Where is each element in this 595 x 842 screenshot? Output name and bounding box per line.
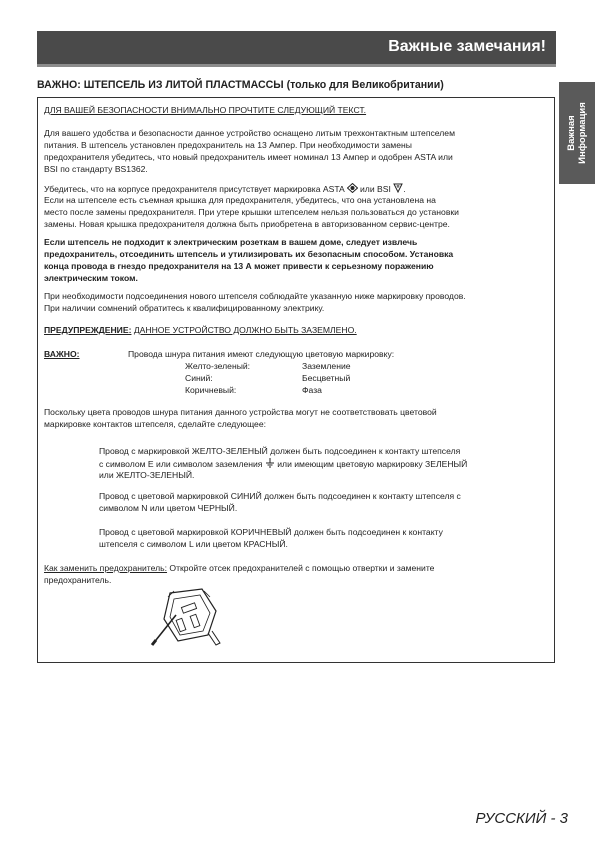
wire-meaning: Бесцветный [302, 373, 351, 383]
para1-line: BSI по стандарту BS1362. [44, 164, 148, 174]
bold-warning-line: конца провода в гнездо предохранителя на 13 А может привести к серьезному поражению [44, 261, 434, 271]
plug-fuse-illustration [150, 585, 225, 650]
grounding-warning [44, 325, 357, 337]
replace-label: Как заменить предохранитель: [44, 563, 168, 573]
para2-text-c: . [403, 184, 406, 194]
para2-text-a: Убедитесь, что на корпусе предохранителя присутствует маркировка ASTA [44, 184, 345, 194]
para2-line-1 [44, 183, 406, 196]
wire-color: Коричневый: [185, 385, 237, 395]
important-label: ВАЖНО: [44, 349, 80, 359]
important-text: Провода шнура питания имеют следующую цветовую маркировку: [128, 349, 395, 359]
para1-line: питания. В штепсель установлен предохранитель на 13 Ампер. При необходимости замены [44, 140, 412, 150]
wire-meaning: Заземление [302, 361, 351, 371]
page-footer: РУССКИЙ - 3 [475, 810, 568, 827]
side-tab-important-info[interactable] [559, 82, 595, 184]
warning-label: ПРЕДУПРЕЖДЕНИЕ: [44, 325, 132, 335]
replace-fuse-line-2: предохранитель. [44, 575, 112, 585]
bold-warning-line: предохранитель, отсоединить штепсель и утилизировать их безопасным способом. Установка [44, 249, 454, 259]
para4-line: Поскольку цвета проводов шнура питания данного устройства могут не соответствовать цветовой [44, 407, 437, 417]
para4-line: маркировке контактов штепселя, сделайте следующее: [44, 419, 266, 429]
instruction-blue-line: Провод с цветовой маркировкой СИНИЙ должен быть подсоединен к контакту штепселя с [99, 491, 461, 501]
instruction-green-line: Провод с маркировкой ЖЕЛТО-ЗЕЛЕНЫЙ должен быть подсоединен к контакту штепселя [99, 446, 461, 456]
wire-meaning: Фаза [302, 385, 322, 395]
warning-text: ДАННОЕ УСТРОЙСТВО ДОЛЖНО БЫТЬ ЗАЗЕМЛЕНО. [133, 325, 357, 335]
section-title: ВАЖНО: ШТЕПСЕЛЬ ИЗ ЛИТОЙ ПЛАСТМАССЫ (только для Великобритании) [37, 79, 444, 91]
side-tab-line2: Информация [577, 102, 588, 164]
instruction-brown-line: Провод с цветовой маркировкой КОРИЧНЕВЫЙ должен быть подсоединен к контакту [99, 527, 443, 537]
side-tab-label [566, 102, 588, 164]
bold-warning-line: электрическим током. [44, 273, 138, 283]
para2-line: место после замены предохранителя. При утере крышки штепселем нельзя пользоваться до установки [44, 207, 459, 217]
header-bar [37, 31, 556, 67]
replace-fuse-line [44, 563, 434, 575]
para3-line: При наличии сомнений обратитесь к квалифицированному электрику. [44, 303, 325, 313]
notice-box [37, 97, 555, 663]
instruction-blue-line: символом N или цветом ЧЕРНЫЙ. [99, 503, 238, 513]
replace-text: Откройте отсек предохранителей с помощью отвертки и замените [169, 563, 435, 573]
para2-line: замены. Новая крышка предохранителя должна быть приобретена в авторизованном сервис-центре. [44, 219, 450, 229]
earth-symbol-icon [265, 458, 275, 468]
bsi-kitemark-icon [393, 183, 406, 194]
wire-color: Синий: [185, 373, 213, 383]
instr1-text-b: или имеющим цветовую маркировку ЗЕЛЕНЫЙ [277, 459, 468, 469]
para2-line: Если на штепселе есть съемная крышка для предохранителя, убедитесь, что она установлена на [44, 195, 436, 205]
side-tab-line1: Важная [566, 115, 577, 151]
wire-color: Желто-зеленый: [185, 361, 251, 371]
asta-mark-icon [347, 183, 358, 193]
instr1-text-a: с символом E или символом заземления [99, 459, 263, 469]
safety-heading: ДЛЯ ВАШЕЙ БЕЗОПАСНОСТИ ВНИМАЛЬНО ПРОЧТИТЕ СЛЕДУЮЩИЙ ТЕКСТ. [44, 105, 367, 115]
para1-line: Для вашего удобства и безопасности данное устройство оснащено литым трехконтактным штепселем [44, 128, 455, 138]
instruction-brown-line: штепселя с символом L или цветом КРАСНЫЙ. [99, 539, 288, 549]
para2-text-b: или BSI [360, 184, 391, 194]
instruction-green-line-2 [99, 458, 467, 471]
bold-warning-line: Если штепсель не подходит к электрическим розеткам в вашем доме, следует извлечь [44, 237, 418, 247]
page-title: Важные замечания! [388, 38, 546, 55]
para1-line: предохранителя убедитесь, что новый предохранитель имеет номинал 13 Ампер и одобрен ASTA или [44, 152, 453, 162]
para3-line: При необходимости подсоединения нового штепселя соблюдайте указанную ниже маркировку проводов. [44, 291, 466, 301]
instruction-green-line: или ЖЕЛТО-ЗЕЛЕНЫЙ. [99, 470, 195, 480]
